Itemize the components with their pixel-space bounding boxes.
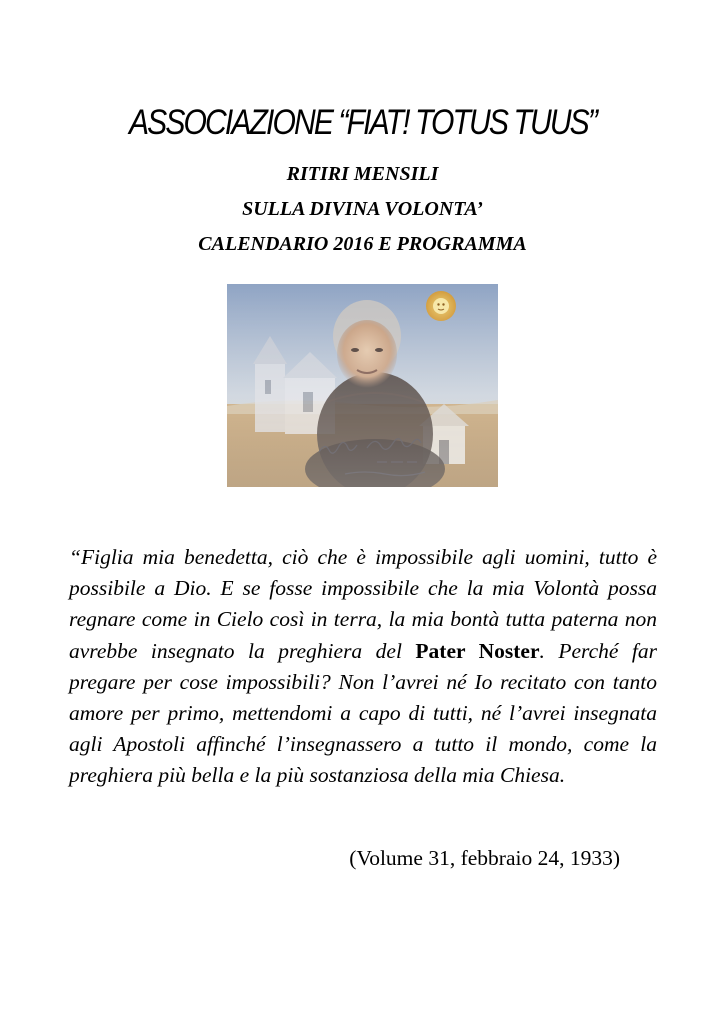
quote-part-2: . Perché far pregare per cose impossibili? Non l’avrei né Io recitato con tanto amore per primo, mettendomi a capo di tutti, né l’avrei insegnata agli Apostoli affinché l’insegnassero a tutto il mondo, come la preghiera più bella e la più sostanziosa della mia Chiesa. bbox=[69, 638, 658, 788]
subtitle-divine-will: SULLA DIVINA VOLONTA’ bbox=[242, 198, 483, 220]
subtitle-retreats: RITIRI MENSILI bbox=[286, 163, 439, 185]
subtitle-calendar: CALENDARIO 2016 E PROGRAMMA bbox=[198, 233, 527, 255]
quote-emphasis-pater-noster: Pater Noster bbox=[415, 638, 540, 663]
portrait-collage-image bbox=[227, 284, 498, 487]
quote-text bbox=[69, 542, 657, 792]
quote-part-1: “Figlia mia benedetta, ciò che è impossibile agli uomini, tutto è possibile a Dio. E se fosse impossibile che la mia Volontà possa regnare come in Cielo così in terra, la mia bontà tutta paterna non avrebbe insegnato la preghiera del bbox=[69, 545, 657, 663]
association-title: ASSOCIAZIONE “FIAT! TOTUS TUUS” bbox=[128, 103, 597, 142]
quote-citation: (Volume 31, febbraio 24, 1933) bbox=[349, 846, 620, 870]
